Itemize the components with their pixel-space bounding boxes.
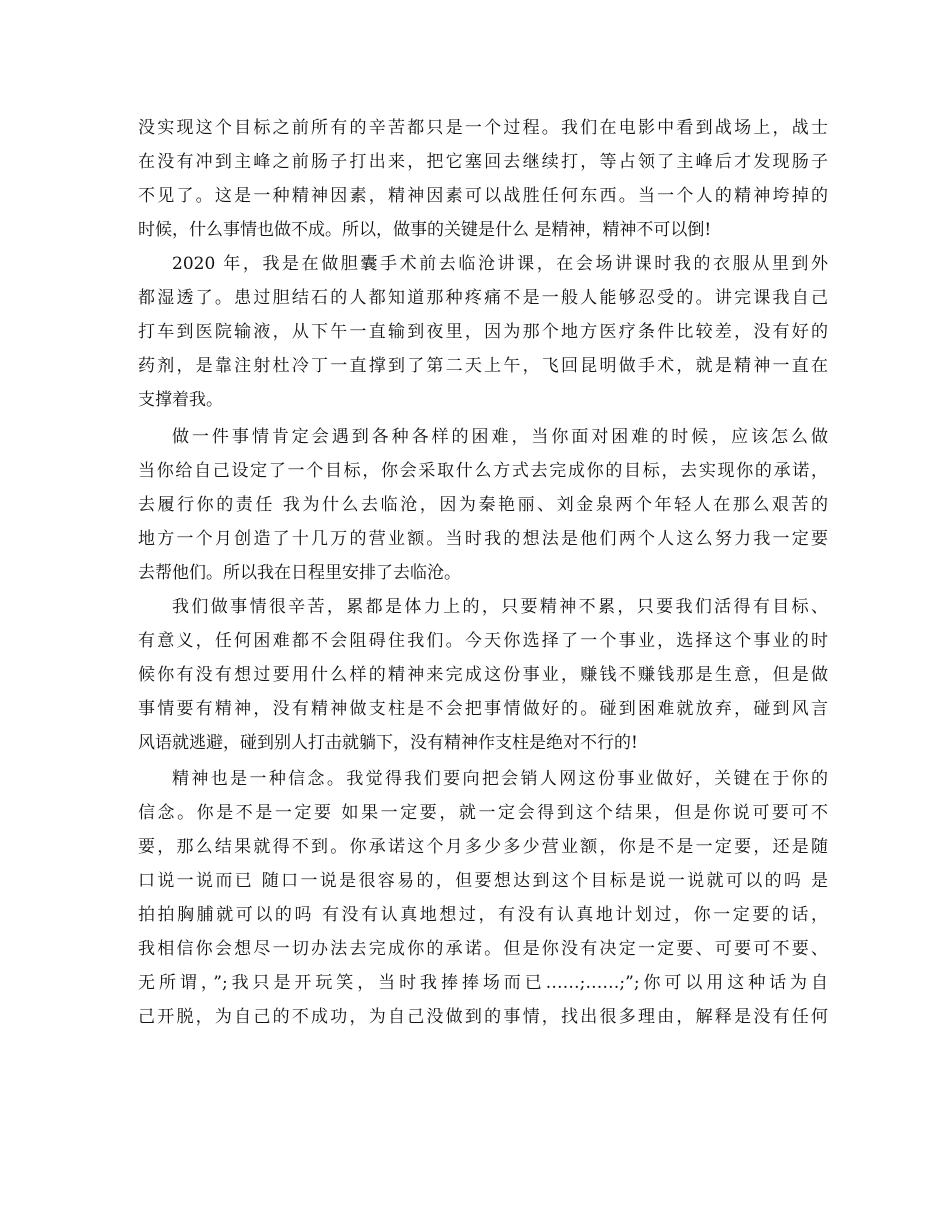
text-line: 口说一说而已 随口一说是很容易的，但要想达到这个目标是说一说就可以的吗 是: [138, 871, 828, 891]
text-line: 没实现这个目标之前所有的辛苦都只是一个过程。我们在电影中看到战场上，战士: [138, 118, 828, 138]
paragraph-first-line: 精神也是一种信念。我觉得我们要向把会销人网这份事业做好，关键在于你的: [172, 769, 828, 789]
text-line: 在没有冲到主峰之前肠子打出来，把它塞回去继续打，等占领了主峰后才发现肠子: [138, 152, 828, 172]
text-line: 己开脱，为自己的不成功，为自己没做到的事情，找出很多理由，解释是没有任何: [138, 1007, 828, 1027]
text-line: 信念。你是不是一定要 如果一定要，就一定会得到这个结果，但是你说可要可不: [138, 803, 828, 823]
text-line: 去履行你的责任 我为什么去临沧，因为秦艳丽、刘金泉两个年轻人在那么艰苦的: [138, 495, 828, 515]
text-line: 去帮他们。所以我在日程里安排了去临沧。: [138, 563, 461, 583]
text-line: 有意义，任何困难都不会阻碍住我们。今天你选择了一个事业，选择这个事业的时: [138, 631, 828, 651]
text-line: 不见了。这是一种精神因素，精神因素可以战胜任何东西。当一个人的精神垮掉的: [138, 186, 828, 206]
text-line: 事情要有精神，没有精神做支柱是不会把事情做好的。碰到困难就放弃，碰到风言: [138, 699, 828, 719]
text-line: 要，那么结果就得不到。你承诺这个月多少多少营业额，你是不是一定要，还是随: [138, 837, 828, 857]
text-line: 风语就逃避，碰到别人打击就躺下，没有精神作支柱是绝对不行的!: [138, 733, 638, 753]
text-line: 时候，什么事情也做不成。所以，做事的关键是什么 是精神，精神不可以倒!: [138, 220, 712, 240]
text-line: 候你有没有想过要用什么样的精神来完成这份事业，赚钱不赚钱那是生意，但是做: [138, 665, 828, 685]
text-line: 支撑着我。: [138, 390, 223, 410]
paragraph-first-line: 2020 年，我是在做胆囊手术前去临沧讲课，在会场讲课时我的衣服从里到外: [172, 254, 828, 274]
text-line: 药剂，是靠注射杜冷丁一直撑到了第二天上午，飞回昆明做手术，就是精神一直在: [138, 356, 828, 376]
text-line: 打车到医院输液，从下午一直输到夜里，因为那个地方医疗条件比较差，没有好的: [138, 322, 828, 342]
text-line: 地方一个月创造了十几万的营业额。当时我的想法是他们两个人这么努力我一定要: [138, 529, 828, 549]
paragraph-first-line: 做一件事情肯定会遇到各种各样的困难，当你面对困难的时候，应该怎么做: [172, 427, 828, 447]
text-line: 无所谓，”;我只是开玩笑，当时我捧捧场而已……;……;”;你可以用这种话为自: [138, 973, 828, 993]
text-line: 当你给自己设定了一个目标，你会采取什么方式去完成你的目标，去实现你的承诺，: [138, 461, 828, 481]
text-line: 都湿透了。患过胆结石的人都知道那种疼痛不是一般人能够忍受的。讲完课我自己: [138, 288, 828, 308]
text-line: 我相信你会想尽一切办法去完成你的承诺。但是你没有决定一定要、可要可不要、: [138, 939, 828, 959]
paragraph-first-line: 我们做事情很辛苦，累都是体力上的，只要精神不累，只要我们活得有目标、: [172, 597, 828, 617]
text-line: 拍拍胸脯就可以的吗 有没有认真地想过，有没有认真地计划过，你一定要的话，: [138, 905, 828, 925]
